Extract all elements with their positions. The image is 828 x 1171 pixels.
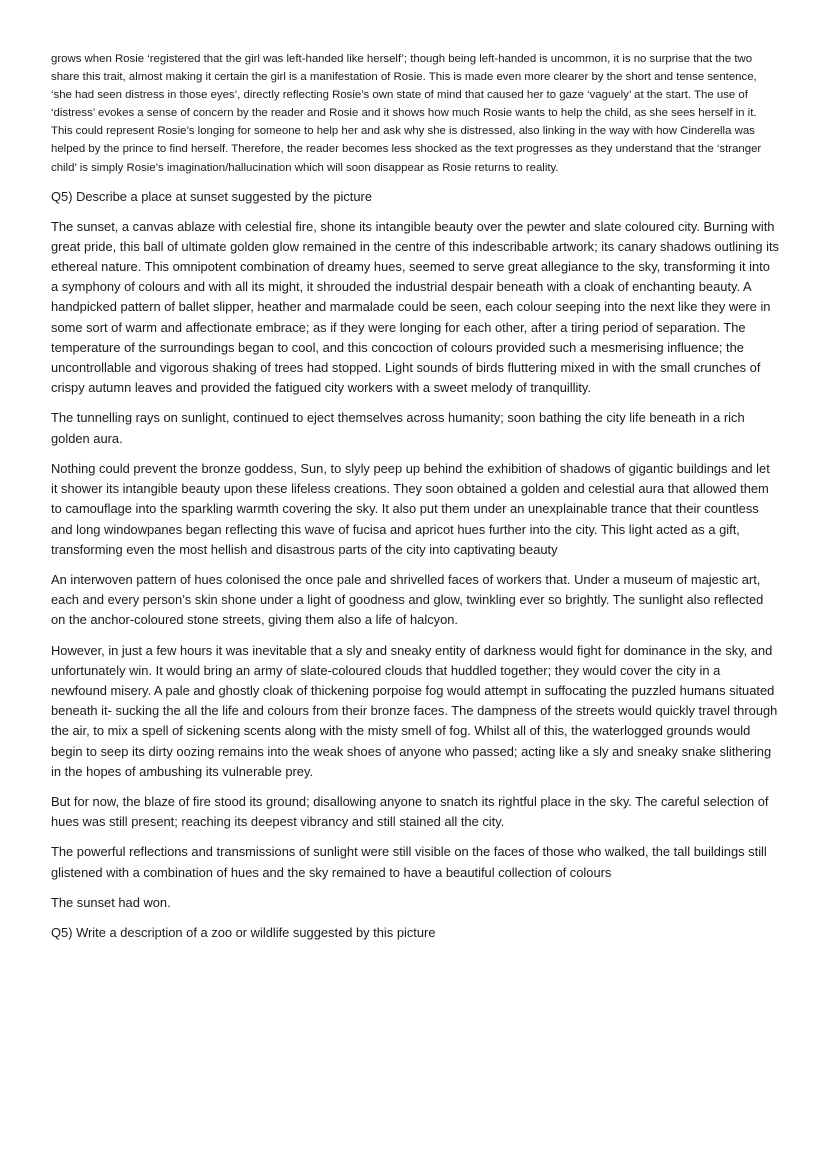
intro-paragraph: grows when Rosie ‘registered that the girl was left-handed like herself’; though being left-handed is uncommon, it is no surprise that the two share this trait, almost making it certain the girl is a manifestation of Rosie. This is made even more clearer by the short and tense sentence, ‘she had seen distress in those eyes’, directly reflecting Rosie’s own state of mind that caused her to gaze ‘vaguely’ at the start. The use of ‘distress’ evokes a sense of concern by the reader and Rosie and it shows how much Rosie wants to help the child, as she sees herself in it. This could represent Rosie’s longing for someone to help her and ask why she is distressed, also linking in the way with how Cinderella was helped by the prince to find herself. Therefore, the reader becomes less shocked as the text progresses as they understand that the ‘stranger child’ is simply Rosie’s imagination/hallucination which will soon disappear as Rosie returns to reality. (51, 53, 762, 174)
question-heading-sunset: Q5) Describe a place at sunset suggested by the picture (51, 188, 373, 204)
document-page (51, 50, 779, 953)
answer-paragraph: However, in just a few hours it was inevitable that a sly and sneaky entity of darkness would fight for dominance in the sky, and unfortunately win. It would bring an army of slate-coloured clouds that huddled together; they would cover the city in a newfound misery. A pale and ghostly cloak of thickening porpoise fog would attempt in suffocating the puzzled humans situated beneath it- sucking the all the life and colours from their bronze faces. The dampness of the streets would quickly travel through the air, to mix a spell of sickening scents along with the misty smell of fog. Whilst all of this, the waterlogged grounds would begin to seep its dirty oozing remains into the weak shoes of anyone who passed; acting like a sly and sneaky snake slithering in the hopes of ambushing its vulnerable prey. (51, 642, 778, 779)
answer-paragraph: The sunset had won. (51, 894, 171, 910)
answer-paragraph: But for now, the blaze of fire stood its ground; disallowing anyone to snatch its rightful place in the sky. The careful selection of hues was still present; reaching its deepest vibrancy and still stained all the city. (51, 793, 769, 830)
answer-paragraph: An interwoven pattern of hues colonised the once pale and shrivelled faces of workers that. Under a museum of majestic art, each and every person’s skin shone under a light of goodness and glow, twinkling ever so brightly. The sunlight also reflected on the anchor-coloured stone streets, giving them also a life of halcyon. (51, 571, 764, 628)
answer-paragraph: Nothing could prevent the bronze goddess, Sun, to slyly peep up behind the exhibition of shadows of gigantic buildings and let it shower its intangible beauty upon these lifeless creations. They soon obtained a golden and celestial aura that allowed them to camouflage into the sparkling warmth covering the sky. It also put them under an unexplainable trance that their countless and long windowpanes began reflecting this wave of fucisa and apricot hues further into the city. This light acted as a gift, transforming even the most hellish and disastrous parts of the city into captivating beauty (51, 460, 770, 557)
question-heading-zoo: Q5) Write a description of a zoo or wildlife suggested by this picture (51, 924, 436, 940)
answer-paragraph: The sunset, a canvas ablaze with celestial fire, shone its intangible beauty over the pewter and slate coloured city. Burning with great pride, this ball of ultimate golden glow remained in the centre of this indescribable artwork; its canary shadows outlining its ethereal nature. This omnipotent combination of dreamy hues, seemed to serve great allegiance to the sky, transforming it into a symphony of colours and with all its might, it shrouded the industrial despair beneath with a cloak of enchanting beauty. A handpicked pattern of ballet slipper, heather and marmalade could be seen, each colour seeping into the next like they were in some sort of warm and affectionate embrace; as if they were longing for each other, after a tiring period of separation. The temperature of the surroundings began to cool, and this concoction of colours provided such a mesmerising influence; the uncontrollable and vigorous shaking of trees had stopped. Light sounds of birds fluttering mixed in with the small crunches of crispy autumn leaves and provided the fatigued city workers with a sweet melody of tranquillity. (51, 218, 779, 396)
answer-paragraph: The tunnelling rays on sunlight, continued to eject themselves across humanity; soon bathing the city life beneath in a rich golden aura. (51, 410, 745, 446)
answer-paragraph: The powerful reflections and transmissions of sunlight were still visible on the faces of those who walked, the tall buildings still glistened with a combination of hues and the sky remained to have a beautiful collection of colours (51, 844, 767, 880)
